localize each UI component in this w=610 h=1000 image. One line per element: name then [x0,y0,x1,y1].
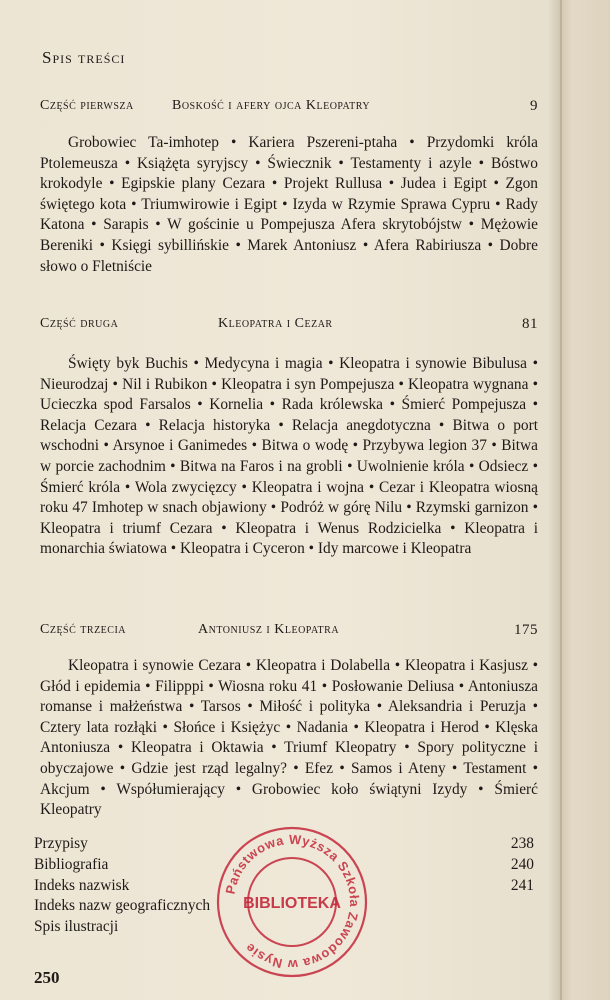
part-3-label: Część trzecia [40,622,127,637]
end-matter-label: Indeks nazw geograficznych [34,897,211,915]
end-matter-page: 240 [510,855,534,873]
part-3-page: 175 [514,622,538,638]
part-2-title: Kleopatra i Cezar [218,316,333,331]
end-matter-label: Bibliografia [34,855,109,873]
stamp-ring-text: Państwowa Wyższa Szkoła Zawodowa w Nysie [222,831,363,973]
part-2-label: Część druga [40,316,119,331]
part-3-title: Antoniusz i Kleopatra [198,622,340,637]
part-1-contents: Grobowiec Ta-imhotep • Kariera Pszereni-ptaha • Przydomki króla Ptolemeusza • Książęta syryjscy • Świecznik • Testamenty i azyle • Bóstwo krokodyle • Egipskie plany Cezara • Projekt Rullusa • Judea i Egipt • Zgon świętego kota • Triumwirowie i Egipt • Izyda w Rzymie Sprawa Cypru • Rady Katona • Sarapis • W gościnie u Pompejusza Afera skrytobójstw • Mężowie Bereniki • Księgi sybillińskie • Marek Antoniusz • Afera Rabiriusza • Dobre słowo o Fletniście [40,134,538,275]
part-2-header [40,316,538,336]
stamp-center-text: BIBLIOTEKA [243,895,341,912]
spine-shadow [548,0,562,1000]
end-matter-label: Spis ilustracji [34,918,119,936]
part-1-header [40,98,538,118]
facing-page-edge [560,0,610,1000]
part-1-label: Część pierwsza [40,98,134,113]
end-matter-label: Indeks nazwisk [34,876,130,894]
part-1-title: Boskość i afery ojca Kleopatry [172,98,371,113]
end-matter-page: 241 [510,876,534,894]
part-2-contents: Święty byk Buchis • Medycyna i magia • Kleopatra i synowie Bibulusa • Nieurodzaj • Nil i Rubikon • Kleopatra i syn Pompejusza • Kleopatra wygnana • Ucieczka spod Farsalos • Kornelia • Rada królewska • Śmierć Pompejusza • Relacja Cezara • Relacja historyka • Relacja anegdotyczna • Bitwa o port wschodni • Arsynoe i Ganimedes • Bitwa o wodę • Przybywa legion 37 • Bitwa w porcie zachodnim • Bitwa na Faros i na grobli • Uwolnienie króla • Odsiecz • Śmierć króla • Wola zwycięzcy • Kleopatra i wojna • Cezar i Kleopatra wiosną roku 47 Imhotep w snach objawiony • Podróż w górę Nilu • Rzymski garnizon • Kleopatra i triumf Cezara • Kleopatra i Wenus Rodzicielka • Kleopatra i monarchia światowa • Kleopatra i Cyceron • Idy marcowe i Kleopatra [40,355,538,558]
part-3-contents: Kleopatra i synowie Cezara • Kleopatra i Dolabella • Kleopatra i Kasjusz • Głód i epidemia • Filipppi • Wiosna roku 41 • Posłowanie Deliusa • Antoniusza romanse i małżeństwa • Tarsos • Miłość i polityka • Aleksandria i Peruzja • Cztery lata rozłąki • Słońce i Księżyc • Nadania • Kleopatra i Herod • Klęska Antoniusza • Kleopatra i Oktawia • Triumf Kleopatry • Spory polityczne i obyczajowe • Gdzie jest rząd legalny? • Efez • Samos i Ateny • Testament • Akcjum • Współumierający • Grobowiec koło świątyni Izydy • Śmierć Kleopatry [40,657,538,819]
library-stamp [212,822,372,982]
page-title: Spis treści [42,48,126,67]
part-2-page: 81 [522,316,538,332]
part-3-header [40,622,538,642]
page-number: 250 [34,968,60,987]
part-1-page: 9 [530,98,538,114]
end-matter-page: 238 [510,835,534,852]
end-matter-label: Przypisy [34,835,88,852]
